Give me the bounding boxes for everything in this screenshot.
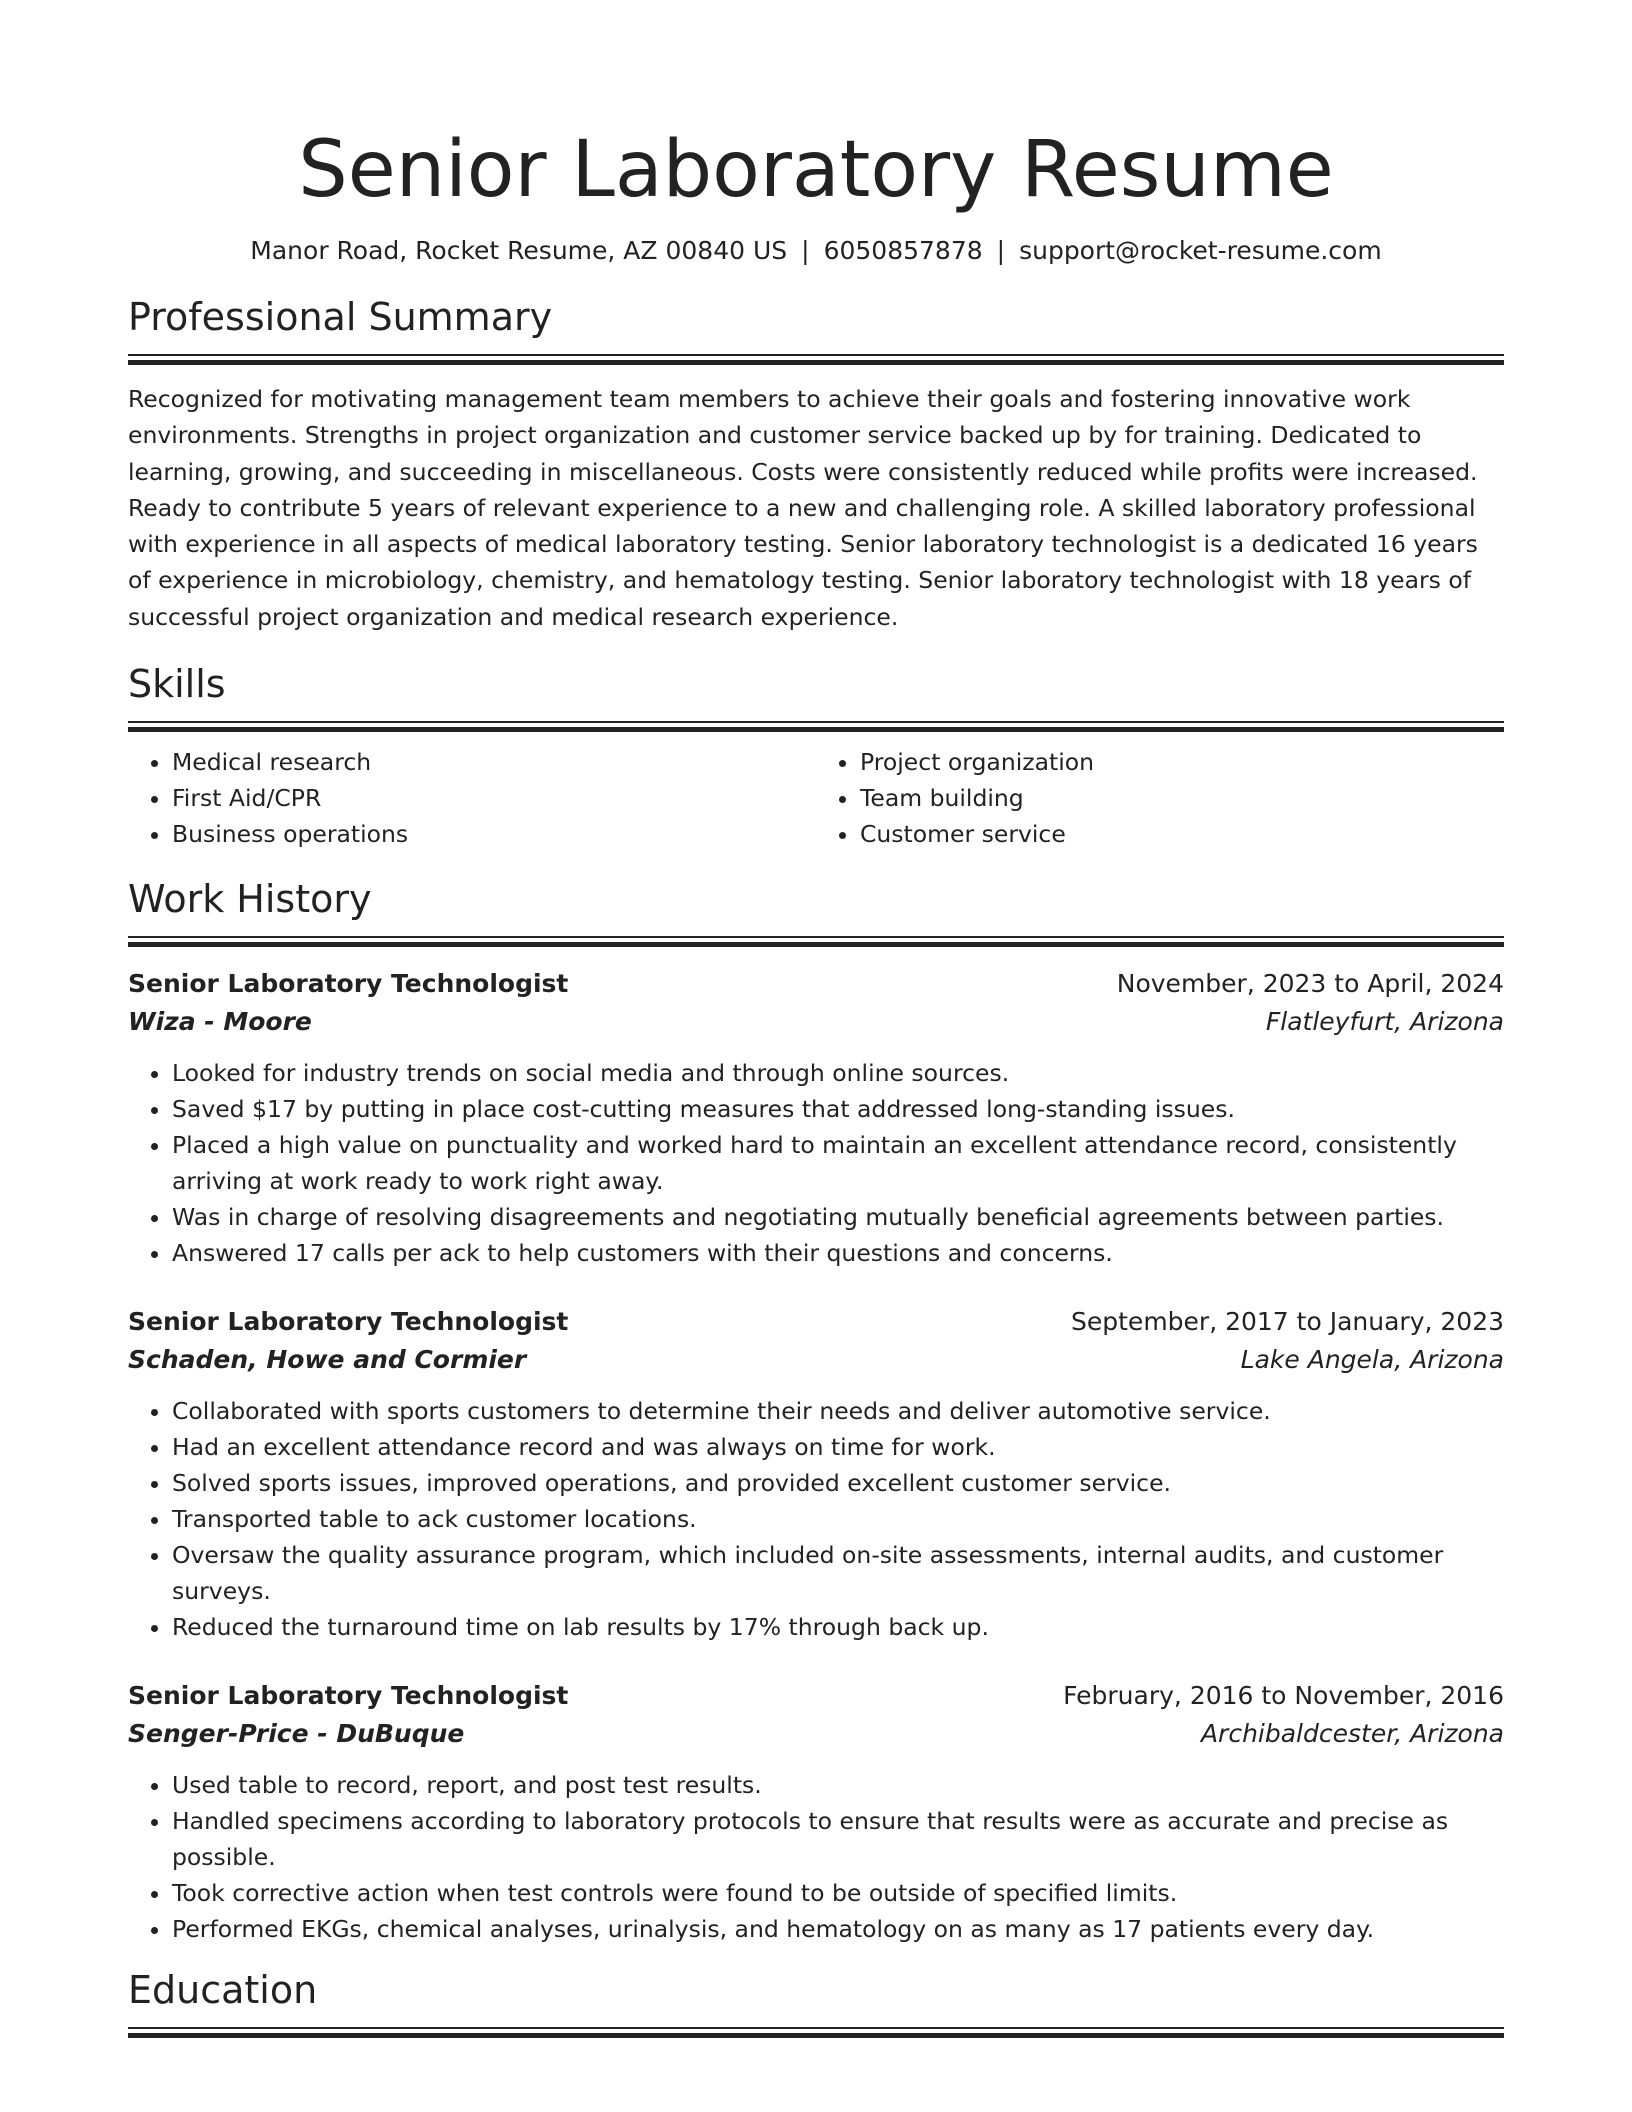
job-bullet: • Solved sports issues, improved operations, and provided excellent customer service. — [172, 1465, 1504, 1501]
job-bullet: • Took corrective action when test controls were found to be outside of specified limits. — [172, 1875, 1504, 1911]
job-bullet: • Collaborated with sports customers to determine their needs and deliver automotive service. — [172, 1393, 1504, 1429]
contact-separator: | — [801, 236, 810, 265]
skill-item: • Team building — [860, 780, 1504, 816]
job-bullet: • Saved $17 by putting in place cost-cutting measures that addressed long-standing issues. — [172, 1091, 1504, 1127]
section-divider — [128, 721, 1504, 732]
job-bullets — [128, 1393, 1504, 1645]
contact-address: Manor Road, Rocket Resume, AZ 00840 US — [250, 236, 788, 265]
job-location: Archibaldcester, Arizona — [1200, 1719, 1504, 1749]
skills-list-left — [128, 744, 816, 852]
job-bullet: • Used table to record, report, and post test results. — [172, 1767, 1504, 1803]
job-subheader-row — [128, 1341, 1504, 1379]
job-bullet: • Transported table to ack customer locations. — [172, 1501, 1504, 1537]
skills-section — [128, 659, 1504, 852]
job-header-row — [128, 965, 1504, 1003]
section-divider — [128, 2027, 1504, 2038]
job-dates: September, 2017 to January, 2023 — [1071, 1307, 1504, 1337]
job-bullet: • Had an excellent attendance record and was always on time for work. — [172, 1429, 1504, 1465]
job-title: Senior Laboratory Technologist — [128, 1681, 569, 1711]
skill-item: • Business operations — [172, 816, 816, 852]
job-entry — [128, 965, 1504, 1271]
job-bullets — [128, 1767, 1504, 1947]
section-divider — [128, 936, 1504, 947]
job-location: Lake Angela, Arizona — [1240, 1345, 1504, 1375]
contact-email: support@rocket-resume.com — [1019, 236, 1382, 265]
job-bullet: • Answered 17 calls per ack to help customers with their questions and concerns. — [172, 1235, 1504, 1271]
skill-item: • Medical research — [172, 744, 816, 780]
job-subheader-row — [128, 1715, 1504, 1753]
section-title-education: Education — [128, 1968, 318, 2013]
job-bullet: • Performed EKGs, chemical analyses, urinalysis, and hematology on as many as 17 patients every day. — [172, 1911, 1504, 1947]
job-bullet: • Handled specimens according to laboratory protocols to ensure that results were as accurate and precise as possible. — [172, 1803, 1504, 1875]
job-company: Senger-Price - DuBuque — [128, 1719, 465, 1749]
job-dates: February, 2016 to November, 2016 — [1063, 1681, 1504, 1711]
skills-list-right — [816, 744, 1504, 852]
job-company: Schaden, Howe and Cormier — [128, 1345, 527, 1375]
job-company: Wiza - Moore — [128, 1007, 312, 1037]
resume-page — [128, 0, 1504, 2038]
section-title-summary: Professional Summary — [128, 295, 553, 339]
education-section — [128, 1965, 1504, 2038]
job-bullet: • Oversaw the quality assurance program, which included on-site assessments, internal audits, and customer surveys. — [172, 1537, 1504, 1609]
section-divider — [128, 354, 1504, 365]
resume-title: Senior Laboratory Resume — [298, 125, 1334, 215]
job-subheader-row — [128, 1003, 1504, 1041]
job-title: Senior Laboratory Technologist — [128, 1307, 569, 1337]
summary-text: Recognized for motivating management team members to achieve their goals and fostering innovative work environments. Strengths in project organization and customer service backed up by for training. Dedicated to learning, growing, and succeeding in miscellaneous. Costs were consistently reduced while profits were increased. Ready to contribute 5 years of relevant experience to a new and challenging role. A skilled laboratory professional with experience in all aspects of medical laboratory testing. Senior laboratory technologist is a dedicated 16 years of experience in microbiology, chemistry, and hematology testing. Senior laboratory technologist with 18 years of successful project organization and medical research experience. — [128, 385, 1478, 631]
contact-line — [128, 234, 1504, 268]
skills-grid — [128, 744, 1504, 852]
section-title-skills: Skills — [128, 662, 226, 707]
job-dates: November, 2023 to April, 2024 — [1116, 969, 1504, 999]
job-header-row — [128, 1677, 1504, 1715]
job-bullet: • Placed a high value on punctuality and worked hard to maintain an excellent attendance record, consistently arriving at work ready to work right away. — [172, 1127, 1504, 1199]
skill-item: • First Aid/CPR — [172, 780, 816, 816]
job-bullet: • Reduced the turnaround time on lab results by 17% through back up. — [172, 1609, 1504, 1645]
job-entry — [128, 1677, 1504, 1947]
skill-item: • Project organization — [860, 744, 1504, 780]
section-title-work: Work History — [128, 877, 372, 922]
job-header-row — [128, 1303, 1504, 1341]
job-bullets — [128, 1055, 1504, 1271]
work-history-section — [128, 874, 1504, 1947]
professional-summary-section — [128, 292, 1504, 635]
contact-phone: 6050857878 — [823, 236, 983, 265]
job-title: Senior Laboratory Technologist — [128, 969, 569, 999]
job-location: Flatleyfurt, Arizona — [1265, 1007, 1504, 1037]
contact-separator: | — [996, 236, 1006, 265]
skill-item: • Customer service — [860, 816, 1504, 852]
job-bullet: • Was in charge of resolving disagreements and negotiating mutually beneficial agreements between parties. — [172, 1199, 1504, 1235]
job-entry — [128, 1303, 1504, 1645]
job-bullet: • Looked for industry trends on social media and through online sources. — [172, 1055, 1504, 1091]
